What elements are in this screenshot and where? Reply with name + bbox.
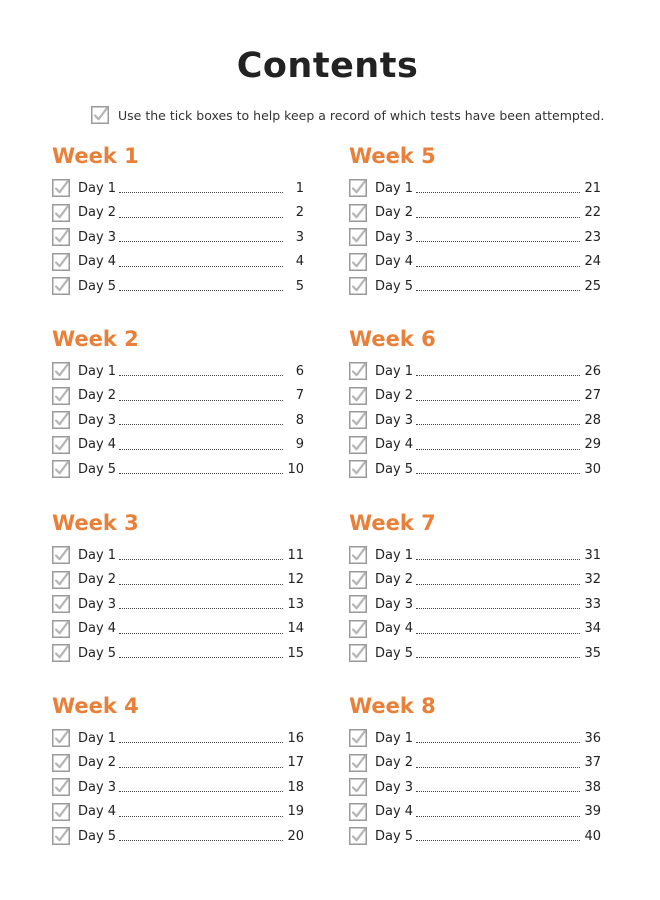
instruction-text: Use the tick boxes to help keep a record of which tests have been attempted. [118, 107, 605, 123]
dot-leader [119, 462, 283, 474]
week-section-7 [349, 508, 601, 666]
contents-row [52, 250, 304, 275]
page-number: 30 [584, 461, 601, 477]
day-label: Day 2 [375, 388, 414, 404]
dot-leader [416, 413, 580, 425]
checkbox-tick-icon[interactable] [52, 778, 70, 796]
dot-leader [119, 413, 283, 425]
page-number: 34 [584, 621, 601, 637]
contents-row [52, 176, 304, 201]
day-label: Day 1 [375, 180, 414, 196]
checkbox-tick-icon[interactable] [52, 387, 70, 405]
dot-leader [416, 780, 580, 792]
contents-row [349, 543, 601, 568]
dot-leader [416, 279, 580, 291]
dot-leader [119, 756, 283, 768]
day-label: Day 1 [375, 363, 414, 379]
checkbox-tick-icon[interactable] [349, 620, 367, 638]
day-label: Day 1 [78, 547, 117, 563]
page-number: 37 [584, 755, 601, 771]
page-number: 6 [295, 363, 304, 379]
checkbox-tick-icon[interactable] [52, 204, 70, 222]
dot-leader [119, 805, 283, 817]
checkbox-tick-icon[interactable] [349, 803, 367, 821]
checkbox-tick-icon[interactable] [52, 827, 70, 845]
day-label: Day 1 [375, 547, 414, 563]
contents-row [52, 384, 304, 409]
day-label: Day 3 [375, 229, 414, 245]
page-title: Contents [236, 46, 419, 86]
contents-row [52, 359, 304, 384]
day-label: Day 3 [375, 412, 414, 428]
dot-leader [416, 230, 580, 242]
checkbox-tick-icon[interactable] [349, 546, 367, 564]
checkbox-tick-icon[interactable] [52, 729, 70, 747]
day-label: Day 4 [78, 621, 117, 637]
checkbox-tick-icon[interactable] [349, 595, 367, 613]
checkbox-tick-icon[interactable] [52, 546, 70, 564]
dot-leader [416, 206, 580, 218]
day-label: Day 4 [375, 621, 414, 637]
page-number: 25 [584, 278, 601, 294]
page-number: 5 [295, 278, 304, 294]
day-label: Day 2 [375, 205, 414, 221]
checkbox-tick-icon[interactable] [52, 754, 70, 772]
page-number: 18 [287, 779, 304, 795]
contents-row [349, 274, 601, 299]
checkbox-tick-icon[interactable] [349, 729, 367, 747]
page-number: 9 [295, 437, 304, 453]
page-number: 35 [584, 645, 601, 661]
page-number: 4 [295, 254, 304, 270]
dot-leader [119, 829, 283, 841]
dot-leader [416, 364, 580, 376]
dot-leader [416, 756, 580, 768]
page-number: 2 [295, 205, 304, 221]
week-section-4 [52, 691, 304, 849]
contents-row [52, 824, 304, 849]
checkbox-tick-icon[interactable] [52, 571, 70, 589]
day-label: Day 2 [78, 388, 117, 404]
week-heading: Week 8 [349, 694, 436, 718]
contents-row [349, 457, 601, 482]
week-heading: Week 7 [349, 511, 436, 535]
page-number: 38 [584, 779, 601, 795]
day-label: Day 4 [78, 437, 117, 453]
dot-leader [416, 829, 580, 841]
contents-row [52, 726, 304, 751]
day-label: Day 5 [375, 278, 414, 294]
dot-leader [119, 646, 283, 658]
page-number: 33 [584, 596, 601, 612]
page-number: 17 [287, 755, 304, 771]
contents-row [52, 201, 304, 226]
day-label: Day 4 [375, 437, 414, 453]
contents-row [52, 274, 304, 299]
contents-row [52, 433, 304, 458]
day-label: Day 4 [375, 804, 414, 820]
day-label: Day 5 [78, 278, 117, 294]
checkbox-tick-icon[interactable] [349, 778, 367, 796]
checkbox-tick-icon[interactable] [52, 803, 70, 821]
page-number: 39 [584, 804, 601, 820]
checkbox-tick-icon[interactable] [349, 362, 367, 380]
checkbox-tick-icon[interactable] [52, 436, 70, 454]
dot-leader [416, 389, 580, 401]
week-heading: Week 5 [349, 144, 436, 168]
checkbox-tick-icon[interactable] [349, 228, 367, 246]
day-label: Day 2 [375, 572, 414, 588]
dot-leader [416, 462, 580, 474]
week-heading: Week 6 [349, 327, 436, 351]
day-label: Day 2 [78, 755, 117, 771]
page-number: 32 [584, 572, 601, 588]
dot-leader [119, 181, 283, 193]
page-number: 31 [584, 547, 601, 563]
week-heading: Week 3 [52, 511, 139, 535]
week-heading: Week 2 [52, 327, 139, 351]
contents-row [349, 359, 601, 384]
dot-leader [416, 597, 580, 609]
week-section-1 [52, 141, 304, 299]
week-section-6 [349, 324, 601, 482]
page-number: 7 [295, 388, 304, 404]
dot-leader [119, 780, 283, 792]
day-label: Day 1 [78, 363, 117, 379]
page-number: 36 [584, 730, 601, 746]
dot-leader [416, 731, 580, 743]
page-number: 19 [287, 804, 304, 820]
contents-row [52, 775, 304, 800]
contents-row [349, 800, 601, 825]
dot-leader [416, 646, 580, 658]
contents-row [52, 592, 304, 617]
contents-row [349, 225, 601, 250]
checkbox-tick-icon[interactable] [52, 362, 70, 380]
contents-row [52, 641, 304, 666]
contents-row [349, 201, 601, 226]
checkbox-tick-icon[interactable] [349, 754, 367, 772]
checkbox-tick-icon[interactable] [349, 253, 367, 271]
day-label: Day 5 [78, 645, 117, 661]
checkbox-tick-icon[interactable] [349, 411, 367, 429]
dot-leader [416, 805, 580, 817]
contents-row [52, 751, 304, 776]
page-number: 20 [287, 828, 304, 844]
checkbox-tick-icon[interactable] [52, 595, 70, 613]
week-section-2 [52, 324, 304, 482]
contents-row [349, 775, 601, 800]
contents-row [349, 250, 601, 275]
day-label: Day 4 [375, 254, 414, 270]
day-label: Day 3 [78, 412, 117, 428]
page-number: 1 [295, 180, 304, 196]
checkbox-tick-icon[interactable] [349, 571, 367, 589]
contents-row [349, 408, 601, 433]
checkbox-tick-icon[interactable] [349, 179, 367, 197]
dot-leader [119, 255, 283, 267]
page-number: 29 [584, 437, 601, 453]
contents-row [52, 568, 304, 593]
contents-row [52, 543, 304, 568]
day-label: Day 3 [375, 596, 414, 612]
page-number: 14 [287, 621, 304, 637]
day-label: Day 4 [78, 254, 117, 270]
dot-leader [416, 573, 580, 585]
contents-row [349, 726, 601, 751]
checkbox-tick-icon[interactable] [349, 204, 367, 222]
page-number: 10 [287, 461, 304, 477]
contents-row [349, 384, 601, 409]
contents-row [52, 457, 304, 482]
contents-row [349, 617, 601, 642]
day-label: Day 5 [78, 828, 117, 844]
dot-leader [416, 622, 580, 634]
page-number: 3 [295, 229, 304, 245]
dot-leader [119, 548, 283, 560]
checkbox-tick-icon[interactable] [52, 460, 70, 478]
checkbox-tick-icon[interactable] [52, 179, 70, 197]
day-label: Day 2 [78, 572, 117, 588]
page-number: 16 [287, 730, 304, 746]
checkbox-tick-icon[interactable] [52, 620, 70, 638]
day-label: Day 1 [78, 180, 117, 196]
checkbox-tick-icon[interactable] [52, 411, 70, 429]
checkbox-tick-icon[interactable] [349, 387, 367, 405]
day-label: Day 4 [78, 804, 117, 820]
week-section-5 [349, 141, 601, 299]
week-heading: Week 4 [52, 694, 139, 718]
dot-leader [119, 279, 283, 291]
week-heading: Week 1 [52, 144, 139, 168]
checkbox-tick-icon[interactable] [52, 228, 70, 246]
day-label: Day 5 [375, 828, 414, 844]
dot-leader [119, 731, 283, 743]
dot-leader [416, 548, 580, 560]
page-number: 23 [584, 229, 601, 245]
checkbox-tick-icon[interactable] [349, 827, 367, 845]
day-label: Day 1 [78, 730, 117, 746]
day-label: Day 2 [375, 755, 414, 771]
day-label: Day 3 [78, 229, 117, 245]
day-label: Day 1 [375, 730, 414, 746]
checkbox-tick-icon [91, 106, 109, 124]
day-label: Day 3 [78, 779, 117, 795]
contents-row [349, 176, 601, 201]
contents-row [349, 641, 601, 666]
checkbox-tick-icon[interactable] [349, 460, 367, 478]
contents-row [52, 225, 304, 250]
day-label: Day 5 [375, 461, 414, 477]
day-label: Day 5 [375, 645, 414, 661]
checkbox-tick-icon[interactable] [52, 277, 70, 295]
week-section-8 [349, 691, 601, 849]
day-label: Day 3 [375, 779, 414, 795]
dot-leader [119, 364, 283, 376]
contents-row [52, 617, 304, 642]
week-section-3 [52, 508, 304, 666]
contents-row [52, 800, 304, 825]
dot-leader [416, 255, 580, 267]
checkbox-tick-icon[interactable] [349, 644, 367, 662]
contents-row [349, 592, 601, 617]
page-number: 11 [287, 547, 304, 563]
page-number: 15 [287, 645, 304, 661]
day-label: Day 2 [78, 205, 117, 221]
checkbox-tick-icon[interactable] [349, 277, 367, 295]
page-number: 21 [584, 180, 601, 196]
page-number: 27 [584, 388, 601, 404]
page-number: 22 [584, 205, 601, 221]
dot-leader [119, 622, 283, 634]
contents-row [349, 824, 601, 849]
contents-row [349, 751, 601, 776]
contents-row [349, 433, 601, 458]
dot-leader [119, 206, 283, 218]
page-number: 13 [287, 596, 304, 612]
dot-leader [416, 438, 580, 450]
dot-leader [416, 181, 580, 193]
checkbox-tick-icon[interactable] [52, 253, 70, 271]
instruction-line [91, 106, 604, 124]
page-number: 26 [584, 363, 601, 379]
contents-row [52, 408, 304, 433]
page-number: 12 [287, 572, 304, 588]
page-number: 24 [584, 254, 601, 270]
contents-row [349, 568, 601, 593]
page-number: 40 [584, 828, 601, 844]
dot-leader [119, 573, 283, 585]
dot-leader [119, 597, 283, 609]
page-number: 28 [584, 412, 601, 428]
dot-leader [119, 230, 283, 242]
checkbox-tick-icon[interactable] [349, 436, 367, 454]
dot-leader [119, 438, 283, 450]
checkbox-tick-icon[interactable] [52, 644, 70, 662]
day-label: Day 3 [78, 596, 117, 612]
page-number: 8 [295, 412, 304, 428]
day-label: Day 5 [78, 461, 117, 477]
dot-leader [119, 389, 283, 401]
